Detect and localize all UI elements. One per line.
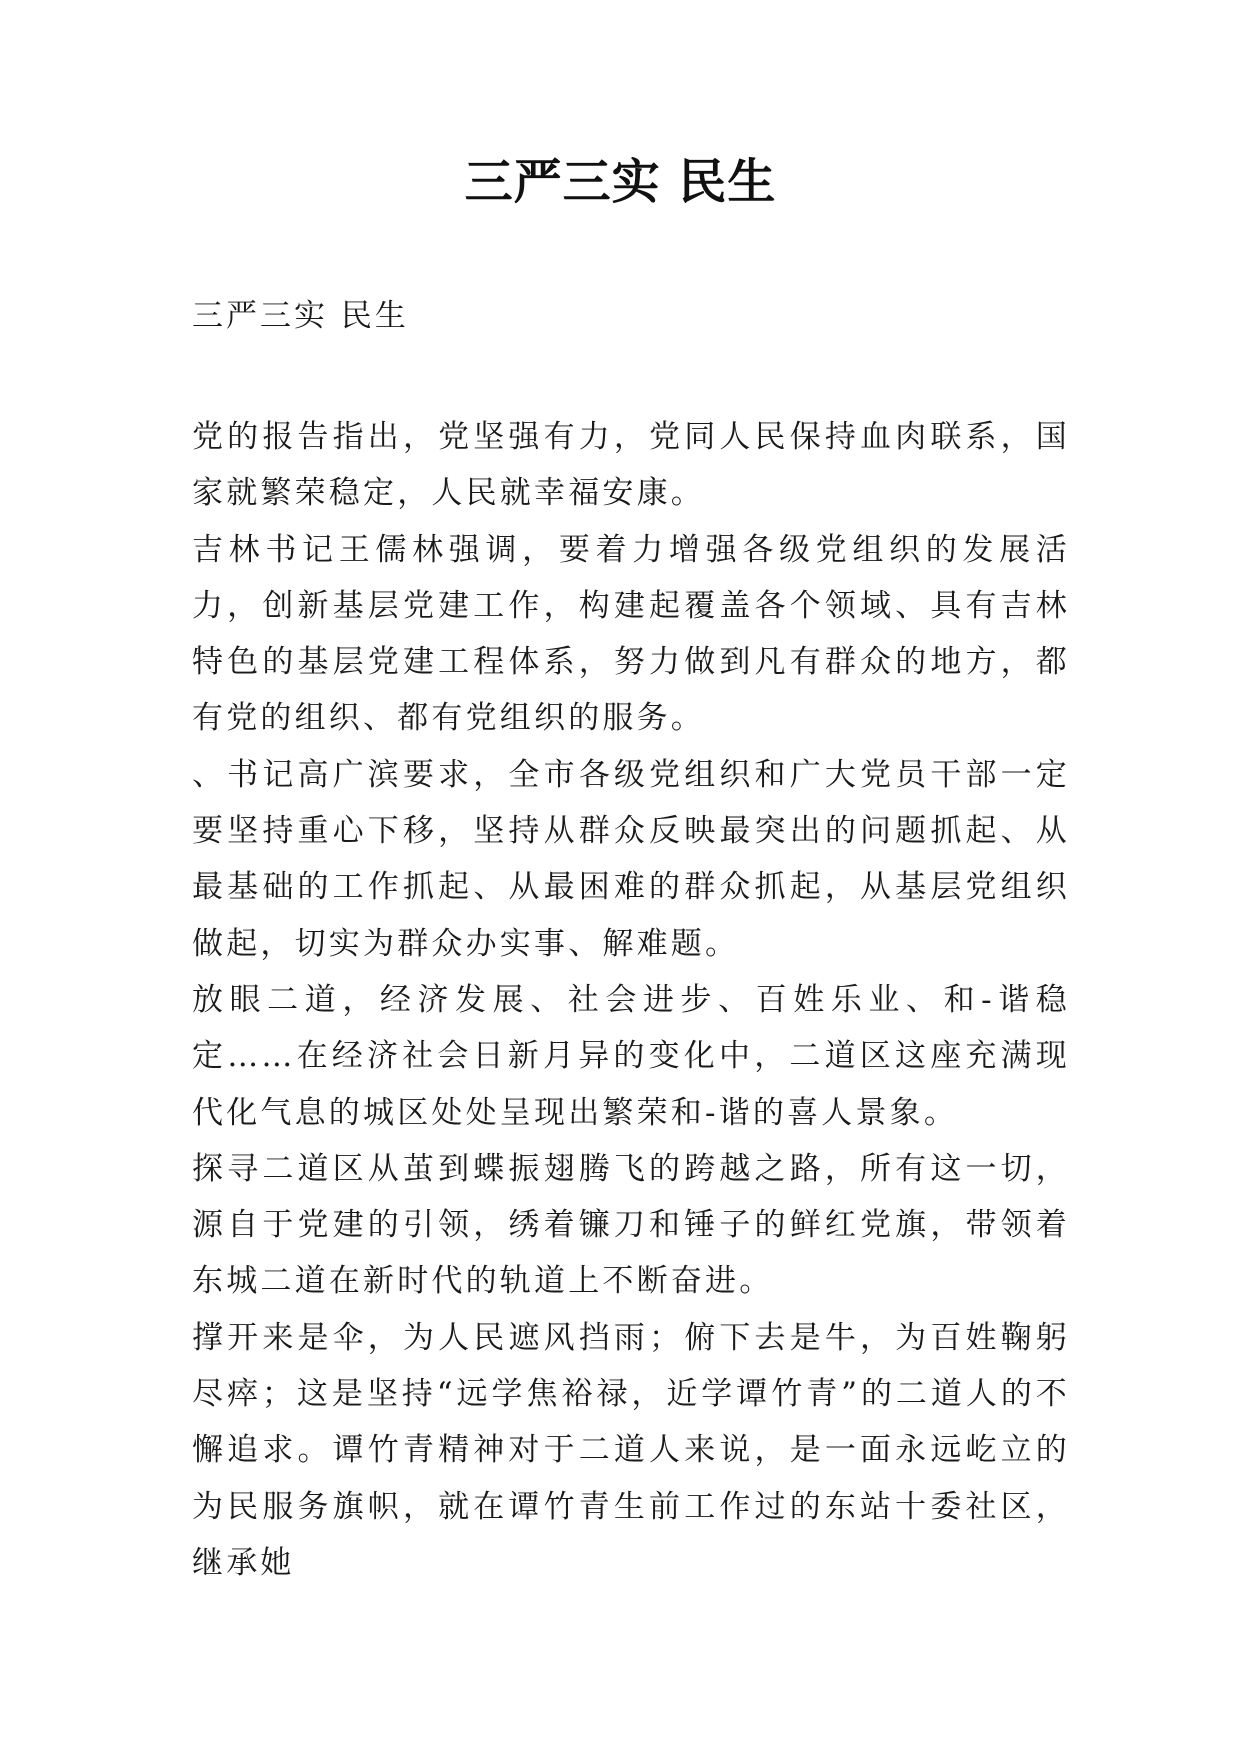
- document-title: 三严三实 民生: [464, 154, 777, 210]
- body-paragraph: 党的报告指出，党坚强有力，党同人民保持血肉联系，国家就繁荣稳定，人民就幸福安康。: [192, 419, 1070, 512]
- document-body: [192, 409, 1070, 1591]
- body-paragraph: 探寻二道区从茧到蝶振翅腾飞的跨越之路，所有这一切，源自于党建的引领，绣着镰刀和锤子的鲜红党旗，带领着东城二道在新时代的轨道上不断奋进。: [192, 1150, 1070, 1300]
- body-paragraph: 撑开来是伞，为人民遮风挡雨；俯下去是牛，为百姓鞠躬尽瘁；这是坚持“远学焦裕禄，近学谭竹青”的二道人的不懈追求。谭竹青精神对于二道人来说，是一面永远屹立的为民服务旗帜，就在谭竹青生前工作过的东站十委社区，继承她: [192, 1319, 1070, 1581]
- body-paragraph: 、书记高广滨要求，全市各级党组织和广大党员干部一定要坚持重心下移，坚持从群众反映最突出的问题抓起、从最基础的工作抓起、从最困难的群众抓起，从基层党组织做起，切实为群众办实事、解难题。: [192, 756, 1070, 962]
- body-paragraph: 放眼二道，经济发展、社会进步、百姓乐业、和-谐稳定……在经济社会日新月异的变化中，二道区这座充满现代化气息的城区处处呈现出繁荣和-谐的喜人景象。: [192, 981, 1070, 1131]
- document-subtitle: 三严三实 民生: [192, 298, 409, 334]
- body-paragraph: 吉林书记王儒林强调，要着力增强各级党组织的发展活力，创新基层党建工作，构建起覆盖各个领域、具有吉林特色的基层党建工程体系，努力做到凡有群众的地方，都有党的组织、都有党组织的服务。: [192, 531, 1070, 737]
